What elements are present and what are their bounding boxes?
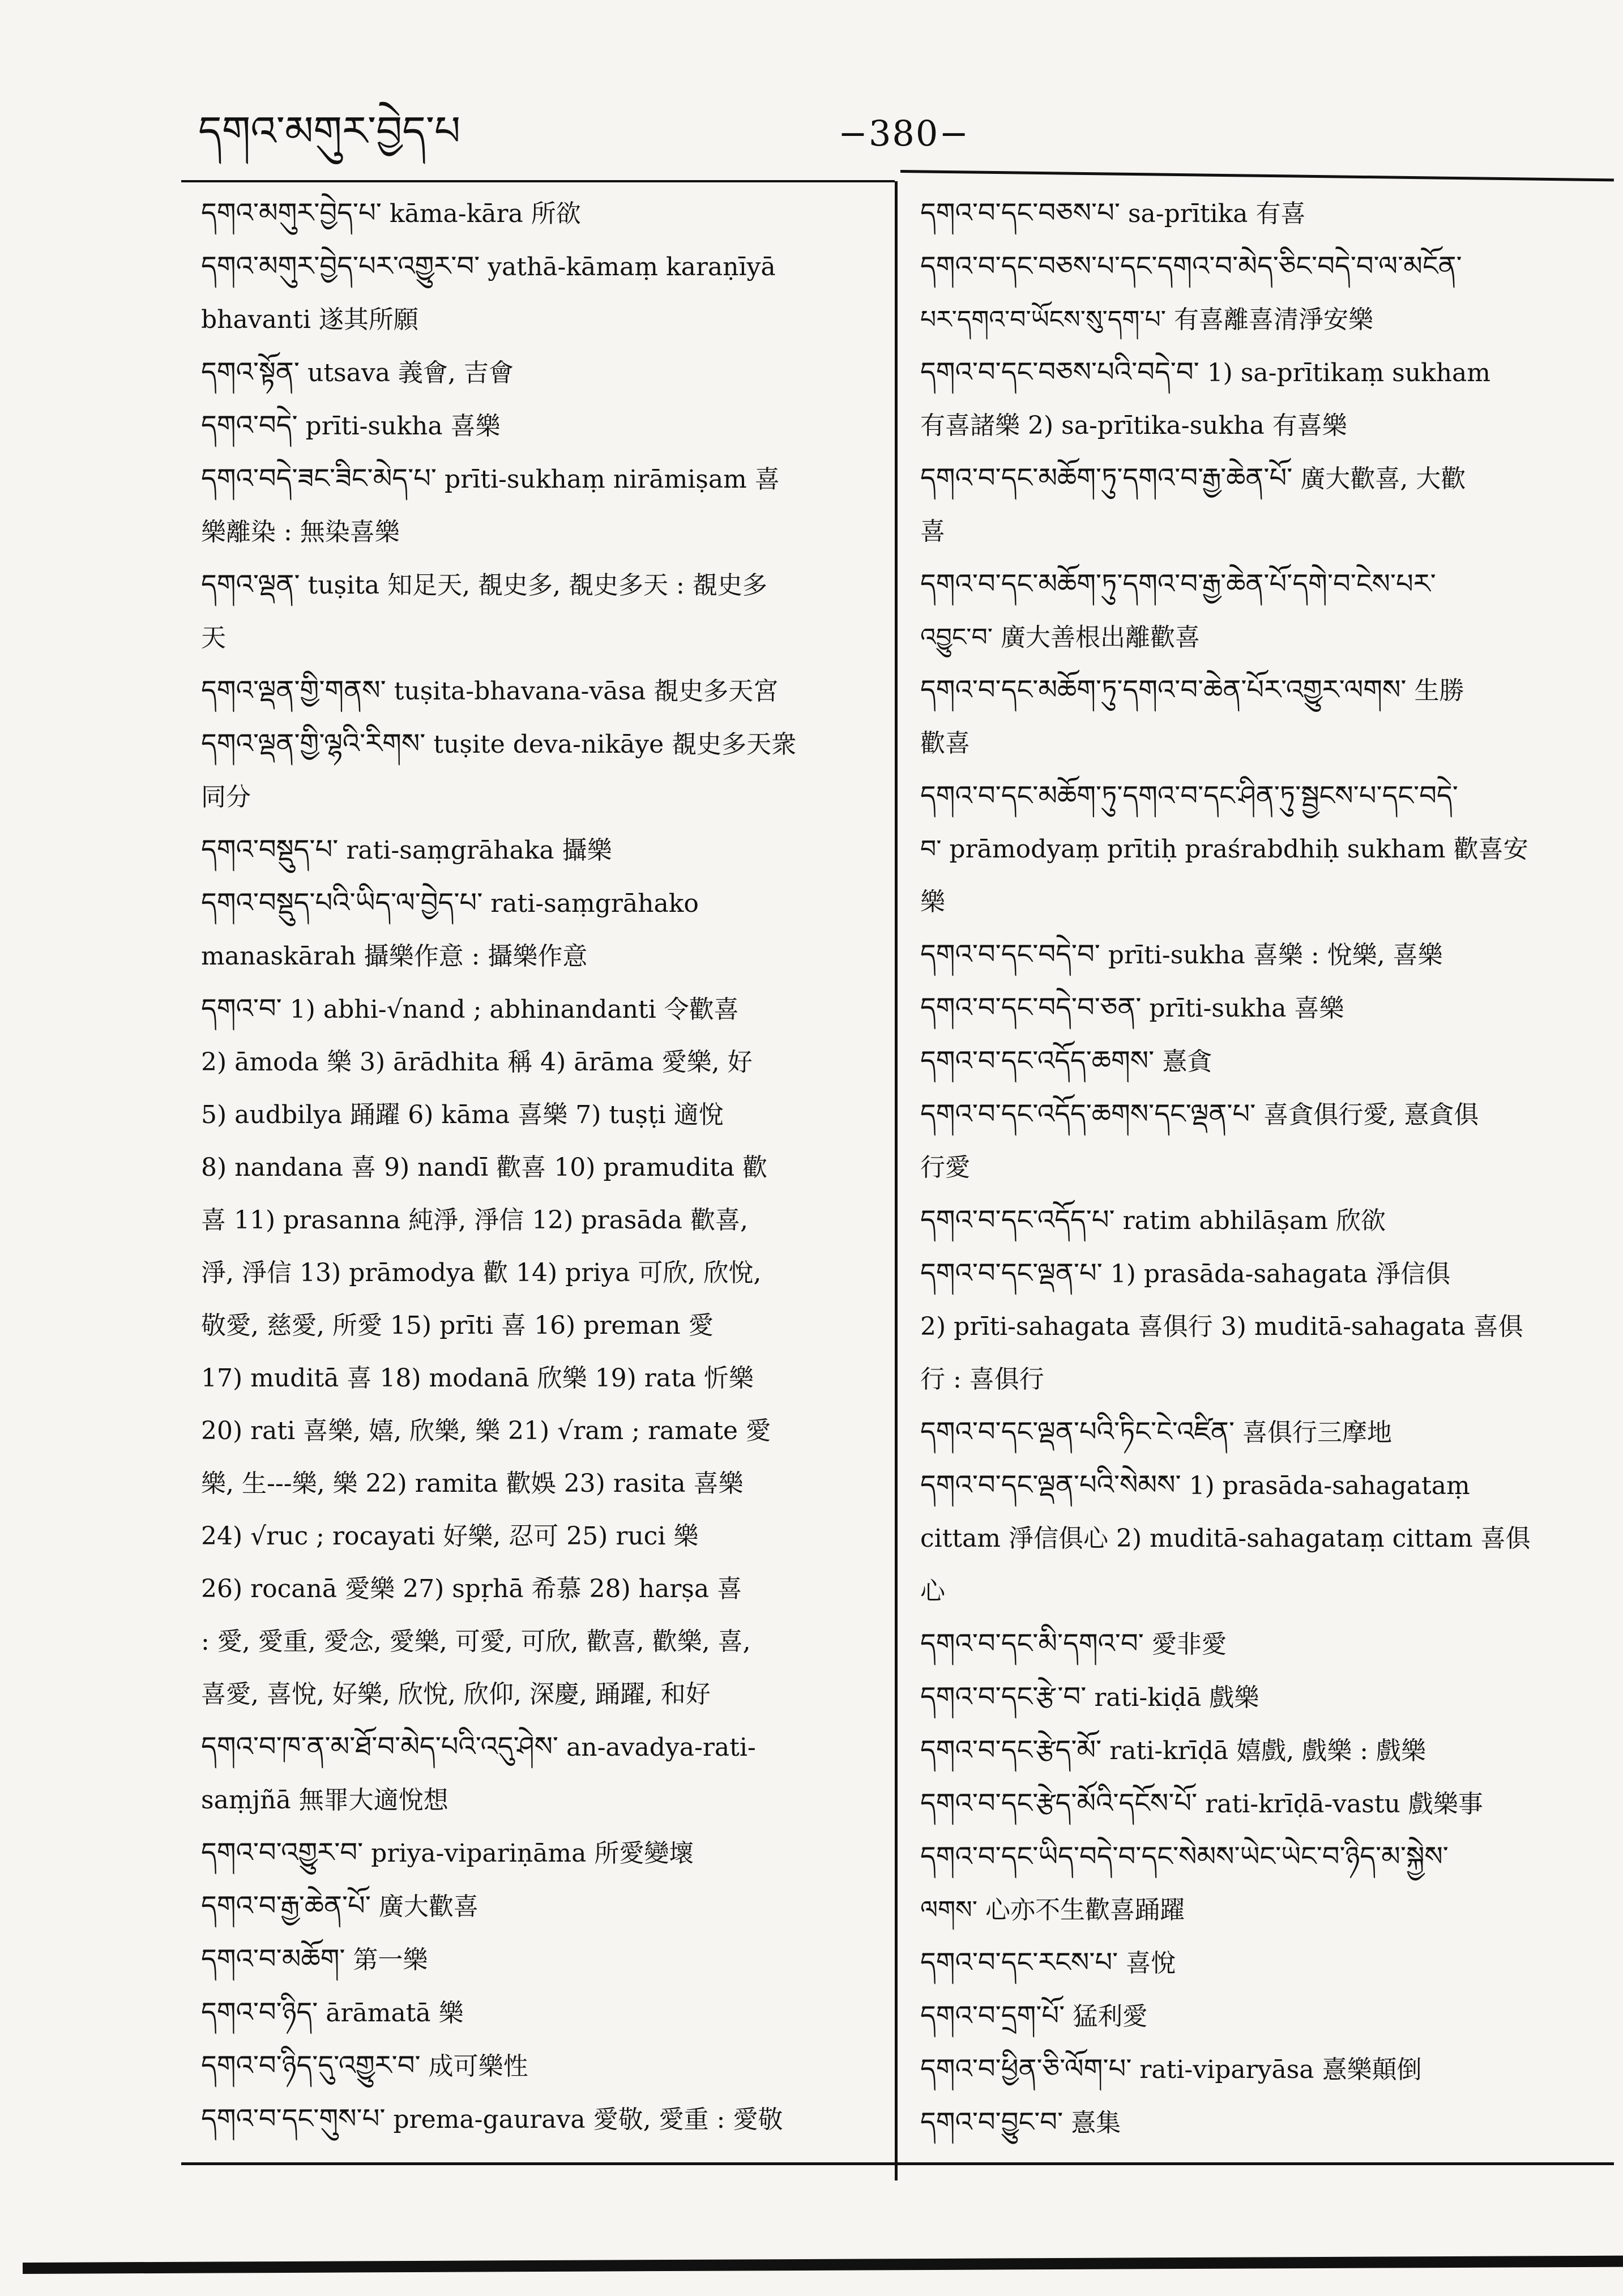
entry-definition: འབྱུང་བ་ 廣大善根出離歡喜 <box>920 623 1200 652</box>
dictionary-entry <box>920 1777 1611 1830</box>
dictionary-entry <box>201 453 898 558</box>
dictionary-entry <box>201 187 898 240</box>
entry-definition: prema-gaurava 愛敬, 愛重 : 愛敬 <box>385 2105 783 2134</box>
dictionary-entry <box>920 1830 1611 1936</box>
entry-headword: དགའ་བ་དང་བཅས་པའི་བདེ་བ་ <box>920 356 1199 388</box>
entry-definition: པར་དགའ་བ་ཡོངས་སུ་དག་པ་ 有喜離喜清淨安樂 <box>920 305 1374 334</box>
entry-headword: དགའ་བ་ཉིད་དུ་འགྱུར་བ་ <box>201 2050 421 2081</box>
entry-headword: དགའ་མགུར་བྱེད་པར་འགྱུར་བ་ <box>201 250 480 282</box>
entry-headword: དགའ་བ་དང་བདེ་བ་ <box>920 938 1100 970</box>
entry-definition: rati-krīḍā-vastu 戲樂事 <box>1197 1790 1483 1819</box>
entry-headword: དགའ་བ་དང་ལྡན་པ་ <box>920 1257 1103 1289</box>
dictionary-entry <box>201 877 898 983</box>
entry-headword: དགའ་བ་འགྱུར་བ་ <box>201 1837 364 1868</box>
entry-definition: བ་ prāmodyaṃ prītiḥ praśrabdhiḥ sukham 歡喜安 樂 <box>920 835 1528 916</box>
dictionary-entry <box>920 1990 1611 2043</box>
entry-headword: དགའ་བདེ་ <box>201 409 298 441</box>
entry-definition: tuṣita-bhavana-vāsa 覩史多天宮 <box>386 677 779 706</box>
entry-definition: prīti-sukha 喜樂 <box>297 412 501 441</box>
entry-definition: 1) sa-prītikaṃ sukham 有喜諸樂 2) sa-prītika-sukha 有喜樂 <box>920 359 1491 440</box>
entry-headword: དགའ་བ་ཕྱིན་ཅི་ལོག་པ་ <box>920 2053 1132 2085</box>
entry-definition: ratim abhilāṣam 欣欲 <box>1114 1206 1386 1235</box>
entry-definition: tuṣita 知足天, 覩史多, 覩史多天 : 覩史多 天 <box>201 571 767 652</box>
dictionary-entry <box>920 1035 1611 1088</box>
entry-headword: དགའ་ལྡན་གྱི་གནས་ <box>201 675 386 706</box>
dictionary-entry <box>920 1459 1611 1618</box>
entry-definition: 愛非愛 <box>1143 1630 1227 1659</box>
entry-definition: priya-vipariṇāma 所愛變壞 <box>363 1839 694 1868</box>
dictionary-entry <box>920 452 1611 558</box>
entry-headword: དགའ་བ་དང་གུས་པ་ <box>201 2103 386 2135</box>
entry-headword: དགའ་བ་དང་འདོད་ཆགས་དང་ལྡན་པ་ <box>920 1098 1256 1130</box>
dictionary-entry <box>201 558 898 664</box>
entry-headword: དགའ་ལྡན་ <box>201 569 300 600</box>
entry-headword: དགའ་བ་དང་ཡིད་བདེ་བ་དང་སེམས་ཡེང་ཡེང་བ་ཉིད་མ་སྐྱེས་ <box>920 1841 1449 1872</box>
entry-definition: rati-saṃgrāhaka 攝樂 <box>338 836 612 865</box>
dictionary-entry <box>920 1247 1611 1406</box>
entry-headword: དགའ་ལྡན་གྱི་ལྷའི་རིགས་ <box>201 728 426 759</box>
dictionary-entry <box>201 2039 898 2093</box>
dictionary-entry <box>920 1088 1611 1194</box>
dictionary-entry <box>201 1880 898 1933</box>
entry-headword: དགའ་བ་དྲག་པོ་ <box>920 2000 1065 2032</box>
entry-headword: དགའ་བ་དང་རངས་པ་ <box>920 1947 1118 1978</box>
dictionary-entry <box>920 1406 1611 1459</box>
entry-headword: དགའ་བ་དང་རྩེད་མོའི་དངོས་པོ་ <box>920 1787 1198 1819</box>
entry-headword: དགའ་བ་དང་རྩེད་མོ་ <box>920 1734 1102 1766</box>
dictionary-entry <box>920 1618 1611 1671</box>
entry-definition: tuṣite deva-nikāye 覩史多天衆 同分 <box>201 730 797 812</box>
entry-definition: 猛利愛 <box>1065 2002 1148 2031</box>
dictionary-entry <box>920 346 1611 452</box>
entry-headword: དགའ་བ་དང་མི་དགའ་བ་ <box>920 1628 1144 1659</box>
entry-headword: དགའ་བ་བྱུང་བ་ <box>920 2106 1064 2138</box>
entry-definition: 廣大歡喜 <box>370 1892 479 1921</box>
entry-definition: ārāmatā 樂 <box>318 1999 464 2028</box>
entry-definition: rati-saṃgrāhako manaskārah 攝樂作意 : 攝樂作意 <box>201 889 699 971</box>
running-head: དགའ་མགུར་བྱེད་པ <box>198 107 461 155</box>
entry-definition: 1) prasāda-sahagata 淨信俱 2) prīti-sahagata 喜俱行 3) muditā-sahagata 喜俱 行 : 喜俱行 <box>920 1260 1523 1394</box>
dictionary-entry <box>201 1933 898 1986</box>
page-number: −380− <box>838 113 970 154</box>
entry-headword: དགའ་བ་དང་འདོད་པ་ <box>920 1204 1115 1236</box>
entry-definition: 1) abhi-√nand ; abhinandanti 令歡喜 2) āmoda 樂 3) ārādhita 稱 4) ārāma 愛樂, 好 5) audbilya 踊躍 6) kāma 喜樂 7) tuṣṭi 適悅 8) nandana 喜 9) nandī 歡喜 10) pramudita 歡 喜 11) prasanna 純淨, 淨信 12) prasāda 歡喜, 淨, 淨信 13) prāmodya 歡 14) priya 可欣, 欣悅, 敬愛, 慈愛, 所愛 15) prīti 喜 16) preman 愛 17) muditā 喜 18) modanā 欣樂 19) rata 忻樂 20) rati 喜樂, 嬉, 欣樂, 樂 21) √ram ; ramate 愛 樂, 生---樂, 樂 22) ramita 歡娛 23) rasita 喜樂 24) √ruc ; rocayati 好樂, 忍可 25) ruci 樂 26) rocanā 愛樂 27) spṛhā 希慕 28) harṣa 喜 : 愛, 愛重, 愛念, 愛樂, 可愛, 可欣, 歡喜, 歡樂, 喜, 喜愛, 喜悅, 好樂, 欣悅, 欣仰, 深慶, 踊躍, 和好 <box>201 995 771 1709</box>
dictionary-entry <box>920 2096 1611 2149</box>
dictionary-entry <box>201 983 898 1721</box>
entry-definition: 喜俱行三摩地 <box>1235 1418 1393 1447</box>
entry-headword: དགའ་བ་དང་མཆོག་ཏུ་དགའ་བ་ཆེན་པོར་འགྱུར་ལགས་ <box>920 674 1407 706</box>
entry-definition: 第一樂 <box>345 1945 428 1974</box>
entry-headword: དགའ་བ་དང་བཅས་པ་ <box>920 197 1120 229</box>
dictionary-entry <box>920 2043 1611 2096</box>
bottom-rule <box>181 2162 1614 2165</box>
entry-definition: rati-viparyāsa 憙樂顛倒 <box>1131 2055 1422 2084</box>
entry-definition: 1) prasāda-sahagataṃ cittam 淨信俱心 2) muditā-sahagataṃ cittam 喜俱 心 <box>920 1471 1531 1606</box>
dictionary-entry <box>920 770 1611 928</box>
entry-headword: དགའ་བ་དང་ལྡན་པའི་ཏིང་ངེ་འཛིན་ <box>920 1416 1235 1448</box>
entry-definition: rati-krīḍā 嬉戲, 戲樂 : 戲樂 <box>1101 1736 1426 1765</box>
entry-definition: prīti-sukha 喜樂 : 悅樂, 喜樂 <box>1100 941 1443 970</box>
dictionary-entry <box>920 187 1611 240</box>
left-column <box>201 187 898 2146</box>
entry-headword: དགའ་བ་དང་མཆོག་ཏུ་དགའ་བ་དང་ཤིན་ཏུ་སྦྱངས་པ་དང་བདེ་ <box>920 780 1458 812</box>
dictionary-entry <box>201 823 898 877</box>
dictionary-entry <box>920 1724 1611 1777</box>
entry-headword: དགའ་བ་ <box>201 993 282 1025</box>
entry-headword: དགའ་བ་དང་བཅས་པ་དང་དགའ་བ་མེད་ཅིང་བདེ་བ་ལ་མངོན་ <box>920 250 1462 282</box>
dictionary-entry <box>201 399 898 453</box>
dictionary-entry <box>201 718 898 823</box>
entry-headword: དགའ་བ་དང་རྩེ་བ་ <box>920 1681 1087 1713</box>
entry-definition: 憙貪 <box>1154 1047 1212 1076</box>
dictionary-entry <box>920 664 1611 770</box>
dictionary-entry <box>201 1986 898 2039</box>
entry-headword: དགའ་བསྡུད་པ་ <box>201 834 339 865</box>
entry-definition: 喜貪俱行愛, 憙貪俱 行愛 <box>920 1100 1479 1182</box>
entry-definition: an-avadya-rati- saṃjñā 無罪大適悅想 <box>201 1733 756 1815</box>
entry-headword: དགའ་མགུར་བྱེད་པ་ <box>201 197 382 229</box>
dictionary-entry <box>920 240 1611 346</box>
entry-headword: དགའ་བདེ་ཟང་ཟིང་མེད་པ་ <box>201 463 437 494</box>
dictionary-entry <box>201 1826 898 1880</box>
entry-headword: དགའ་བ་རྒྱ་ཆེན་པོ་ <box>201 1890 371 1922</box>
entry-definition: ལགས་ 心亦不生歡喜踊躍 <box>920 1896 1185 1924</box>
entry-definition: 喜悅 <box>1118 1949 1176 1978</box>
right-column <box>920 187 1611 2149</box>
dictionary-entry <box>201 664 898 718</box>
entry-definition: utsava 義會, 吉會 <box>300 359 514 387</box>
top-rule-right <box>900 170 1614 181</box>
dictionary-entry <box>201 346 898 399</box>
dictionary-entry <box>920 1671 1611 1724</box>
top-rule-left <box>181 180 895 182</box>
dictionary-entry <box>920 928 1611 981</box>
entry-headword: དགའ་བ་ཉིད་ <box>201 1996 318 2028</box>
entry-definition: 廣大歡喜, 大歡 喜 <box>920 464 1466 546</box>
entry-definition: prīti-sukha 喜樂 <box>1141 994 1344 1023</box>
entry-headword: དགའ་བ་དང་ལྡན་པའི་སེམས་ <box>920 1469 1181 1501</box>
entry-definition: yathā-kāmaṃ karaṇīyā bhavanti 遂其所願 <box>201 253 776 334</box>
entry-headword: དགའ་བ་དང་མཆོག་ཏུ་དགའ་བ་རྒྱ་ཆེན་པོ་ <box>920 462 1293 494</box>
entry-definition: prīti-sukhaṃ nirāmiṣam 喜 樂離染 : 無染喜樂 <box>201 465 780 547</box>
entry-definition: kāma-kāra 所欲 <box>381 199 581 228</box>
entry-headword: དགའ་བ་མཆོག་ <box>201 1943 345 1975</box>
entry-headword: དགའ་བསྡུད་པའི་ཡིད་ལ་བྱེད་པ་ <box>201 887 483 919</box>
scan-edge-bar <box>23 2256 1623 2274</box>
dictionary-entry <box>920 1936 1611 1990</box>
dictionary-entry <box>920 981 1611 1035</box>
entry-definition: 憙集 <box>1063 2109 1121 2137</box>
entry-headword: དགའ་བ་དང་འདོད་ཆགས་ <box>920 1045 1155 1077</box>
entry-definition: rati-kiḍā 戲樂 <box>1086 1683 1259 1712</box>
entry-definition: 生勝 歡喜 <box>920 676 1464 758</box>
dictionary-entry <box>201 2093 898 2146</box>
dictionary-entry <box>920 1194 1611 1247</box>
entry-headword: དགའ་སྟོན་ <box>201 356 300 388</box>
dictionary-entry <box>201 240 898 346</box>
dictionary-entry <box>920 558 1611 664</box>
entry-definition: sa-prītika 有喜 <box>1120 199 1306 228</box>
entry-headword: དགའ་བ་ཁ་ན་མ་ཐོ་བ་མེད་པའི་འདུ་ཤེས་ <box>201 1731 559 1762</box>
entry-headword: དགའ་བ་དང་མཆོག་ཏུ་དགའ་བ་རྒྱ་ཆེན་པོ་དགེ་བ་ངེས་པར་ <box>920 568 1436 600</box>
entry-headword: དགའ་བ་དང་བདེ་བ་ཅན་ <box>920 992 1142 1023</box>
dictionary-entry <box>201 1721 898 1826</box>
entry-definition: 成可樂性 <box>420 2052 528 2081</box>
